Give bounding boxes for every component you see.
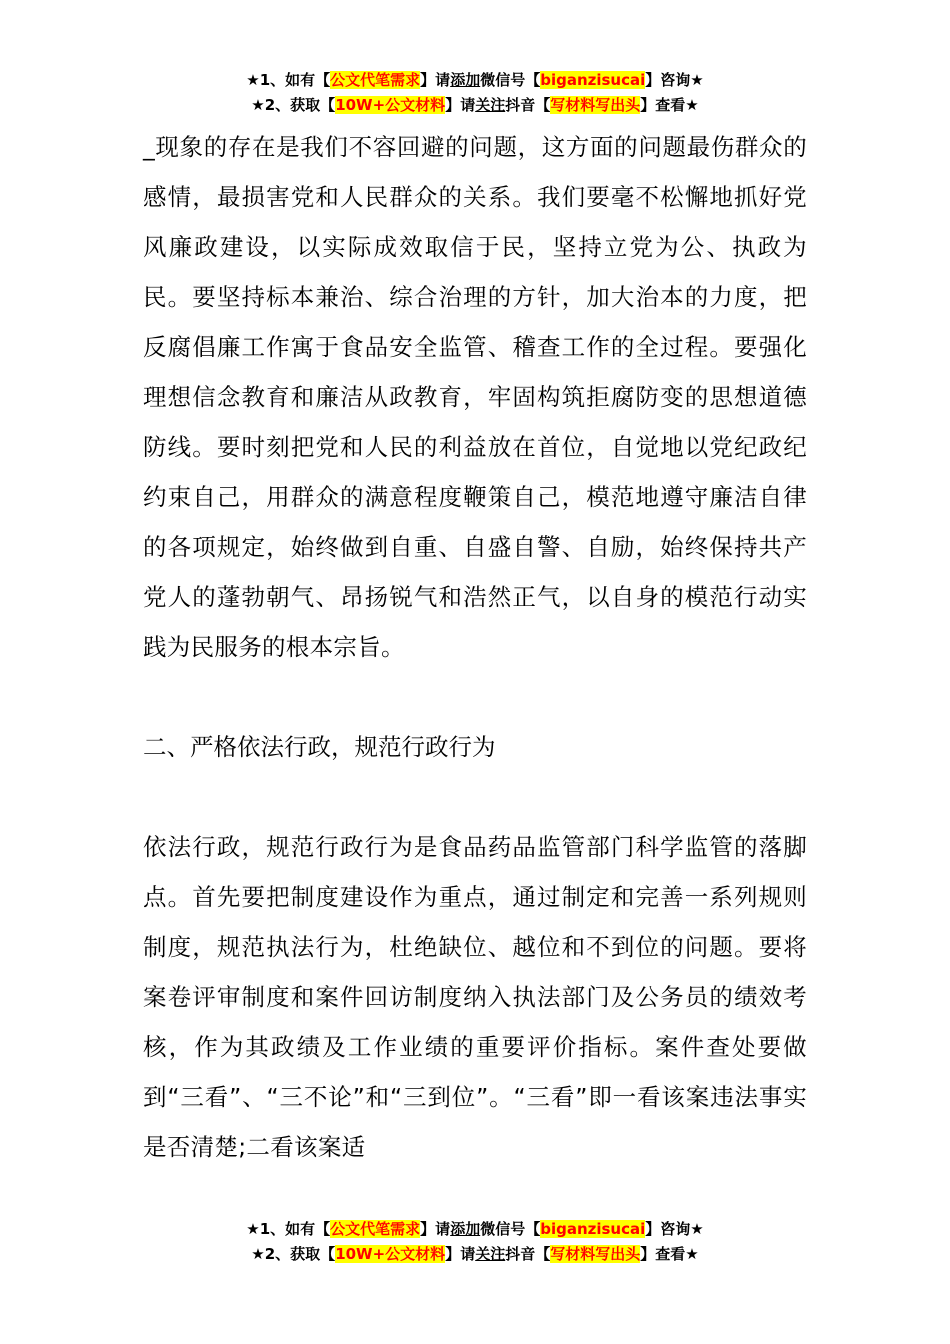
header-banner <box>0 68 950 118</box>
document-body <box>143 122 807 1172</box>
banner-text: 】咨询★ <box>645 1220 704 1238</box>
banner-highlight: 公文代笔需求 <box>330 71 421 89</box>
banner-highlight: 写材料写出头 <box>550 1245 641 1263</box>
footer-banner <box>0 1217 950 1267</box>
banner-underline: 关注 <box>475 1245 506 1263</box>
banner-highlight: 10W+公文材料 <box>335 96 446 114</box>
spacer <box>143 672 807 722</box>
banner-line-2 <box>0 93 950 118</box>
banner-text: 微信号【 <box>480 71 541 89</box>
banner-highlight: 公文代笔需求 <box>330 1220 421 1238</box>
banner-text: ★2、获取【 <box>251 96 336 114</box>
banner-text: 抖音【 <box>505 1245 551 1263</box>
banner-underline: 添加 <box>450 71 481 89</box>
banner-underline: 添加 <box>450 1220 481 1238</box>
banner-text: ★1、如有【 <box>246 1220 331 1238</box>
banner-text: ★2、获取【 <box>251 1245 336 1263</box>
banner-highlight: 写材料写出头 <box>550 96 641 114</box>
banner-text: 】请 <box>445 1245 476 1263</box>
banner-text: 】请 <box>445 96 476 114</box>
banner-text: 】查看★ <box>640 96 699 114</box>
banner-text: 】请 <box>420 1220 451 1238</box>
spacer <box>143 772 807 822</box>
section-heading-2: 二、严格依法行政，规范行政行为 <box>143 733 496 761</box>
paragraph-1: _现象的存在是我们不容回避的问题，这方面的问题最伤群众的感情，最损害党和人民群众的关系。我们要毫不松懈地抓好党风廉政建设，以实际成效取信于民，坚持立党为公、执政为民。要坚持标本兼治、综合治理的方针，加大治本的力度，把反腐倡廉工作寓于食品安全监管、稽查工作的全过程。要强化理想信念教育和廉洁从政教育，牢固构筑拒腐防变的思想道德防线。要时刻把党和人民的利益放在首位，自觉地以党纪政纪约束自己，用群众的满意程度鞭策自己，模范地遵守廉洁自律的各项规定，始终做到自重、自盛自警、自励，始终保持共产党人的蓬勃朝气、昂扬锐气和浩然正气，以自身的模范行动实践为民服务的根本宗旨。 <box>143 133 807 661</box>
banner-text: 】查看★ <box>640 1245 699 1263</box>
banner-line-1 <box>0 1217 950 1242</box>
banner-text: 微信号【 <box>480 1220 541 1238</box>
banner-underline: 关注 <box>475 96 506 114</box>
banner-highlight: biganzisucai <box>540 71 646 89</box>
banner-text: 】咨询★ <box>645 71 704 89</box>
banner-text: 】请 <box>420 71 451 89</box>
banner-line-1 <box>0 68 950 93</box>
banner-line-2 <box>0 1242 950 1267</box>
banner-highlight: 10W+公文材料 <box>335 1245 446 1263</box>
banner-text: ★1、如有【 <box>246 71 331 89</box>
paragraph-2: 依法行政，规范行政行为是食品药品监管部门科学监管的落脚点。首先要把制度建设作为重点，通过制定和完善一系列规则制度，规范执法行为，杜绝缺位、越位和不到位的问题。要将案卷评审制度和案件回访制度纳入执法部门及公务员的绩效考核，作为其政绩及工作业绩的重要评价指标。案件查处要做到“三看”、“三不论”和“三到位”。“三看”即一看该案违法事实是否清楚;二看该案适 <box>143 833 807 1161</box>
banner-text: 抖音【 <box>505 96 551 114</box>
banner-highlight: biganzisucai <box>540 1220 646 1238</box>
